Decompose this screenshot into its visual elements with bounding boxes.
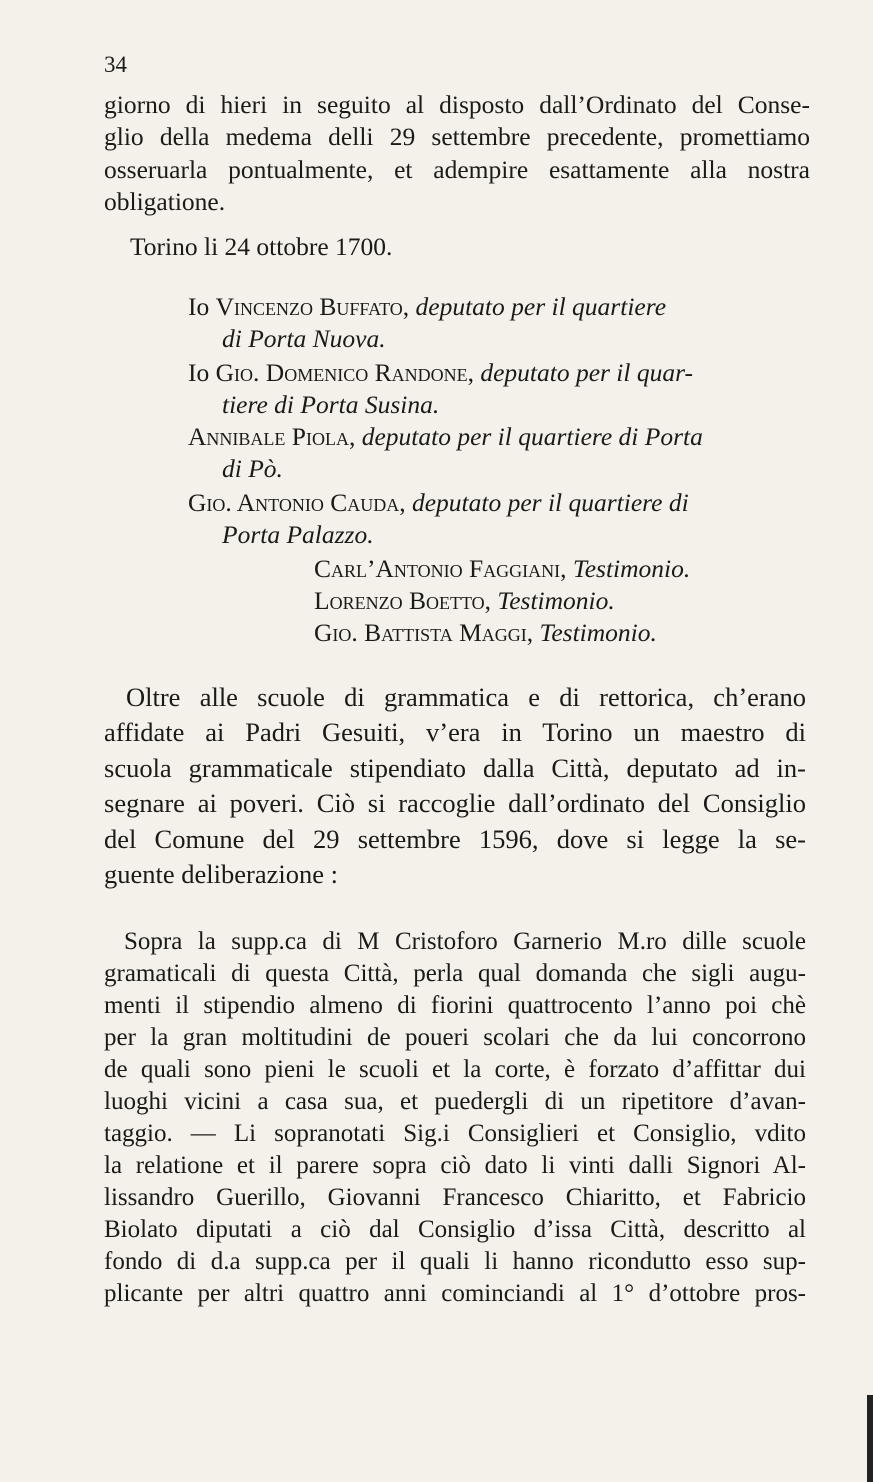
main-para-line: segnare ai poveri. Ciò si raccoglie dall’ordinato del Consiglio — [104, 788, 806, 818]
quote-para-line: la relatione et il parere sopra ciò dato li vinti dalli Signori Al- — [104, 1152, 806, 1179]
closing-para-line: glio della medema delli 29 settembre precedente, promettiamo — [104, 122, 810, 151]
signature-line: tiere di Porta Susina. — [222, 390, 440, 419]
witness-role: Testimonio. — [539, 618, 657, 647]
quote-para-line: plicante per altri quattro anni cominciandi al 1° d’ottobre pros- — [104, 1280, 806, 1307]
witness-role: Testimonio. — [497, 586, 615, 615]
signatory-role: deputato per il quartiere di — [411, 488, 689, 517]
witness-line: Gio. Battista Maggi, Testimonio. — [314, 618, 657, 647]
closing-para-line: giorno di hieri in seguito al disposto dall’Ordinato del Conse- — [104, 90, 810, 119]
quote-para-line: lissandro Guerillo, Giovanni Francesco Chiaritto, et Fabricio — [104, 1184, 806, 1211]
quote-para-line: gramaticali di questa Città, perla qual domanda che sigli augu- — [104, 960, 806, 987]
signatory-name: Annibale Piola — [188, 422, 349, 451]
signature-line: di Porta Nuova. — [222, 324, 386, 353]
witness-name: Carl’Antonio Faggiani — [314, 554, 561, 583]
quote-para-line: Biolato diputati a ciò dal Consiglio d’issa Città, descritto al — [104, 1216, 806, 1243]
witness-role: Testimonio. — [572, 554, 691, 583]
main-para-line: Oltre alle scuole di grammatica e di rettorica, ch’erano — [126, 682, 806, 712]
signature-line: Porta Palazzo. — [222, 520, 374, 549]
witness-line: Lorenzo Boetto, Testimonio. — [314, 586, 615, 615]
page-number: 34 — [104, 52, 127, 77]
signatory-role: deputato per il quartiere di Porta — [361, 422, 703, 451]
signatory-role: deputato per il quar- — [480, 358, 694, 387]
quote-para-line: fondo di d.a supp.ca per il quali li hanno ricondutto esso sup- — [104, 1248, 806, 1275]
closing-para-line: osseruarla pontualmente, et adempire esattamente alla nostra — [104, 155, 810, 184]
signature-line: di Pò. — [222, 454, 283, 483]
dateline: Torino li 24 ottobre 1700. — [130, 232, 393, 261]
quote-para-line: taggio. — Li sopranotati Sig.i Consiglieri et Consiglio, vdito — [104, 1120, 806, 1147]
signatory-name: Vincenzo Buffato — [215, 292, 403, 321]
closing-para-line: obligatione. — [104, 187, 226, 216]
main-para-line: affidate ai Padri Gesuiti, v’era in Torino un maestro di — [104, 717, 806, 747]
signatory-name: Gio. Antonio Cauda — [188, 488, 400, 517]
quote-para-line: per la gran moltitudini de poueri scolari che da lui concorrono — [104, 1024, 806, 1051]
quote-para-line: luoghi vicini a casa sua, et puedergli di un ripetitore d’avan- — [104, 1088, 806, 1115]
main-para-line: scuola grammaticale stipendiato dalla Città, deputato ad in- — [104, 753, 806, 783]
quote-para-line: menti il stipendio almeno di fiorini quattrocento l’anno poi chè — [104, 992, 806, 1019]
signature-line: Annibale Piola, deputato per il quartiere di Porta — [188, 422, 703, 451]
main-para-line: del Comune del 29 settembre 1596, dove si legge la se- — [104, 824, 806, 854]
signature-line: Io Vincenzo Buffato, deputato per il quartiere — [188, 292, 667, 321]
page-edge-shadow — [867, 1395, 873, 1482]
quote-para-line: de quali sono pieni le scuoli et la corte, è forzato d’affittar dui — [104, 1056, 806, 1083]
main-para-line: guente deliberazione : — [104, 859, 338, 889]
signatory-role: deputato per il quartiere — [415, 292, 667, 321]
witness-line: Carl’Antonio Faggiani, Testimonio. — [314, 554, 691, 583]
quote-para-line: Sopra la supp.ca di M Cristoforo Garnerio M.ro dille scuole — [124, 928, 806, 955]
signature-line: Gio. Antonio Cauda, deputato per il quartiere di — [188, 488, 689, 517]
signatory-name: Gio. Domenico Randone — [215, 358, 468, 387]
signature-line: Io Gio. Domenico Randone, deputato per il quar- — [188, 358, 694, 387]
witness-name: Gio. Battista Maggi — [314, 618, 527, 647]
witness-name: Lorenzo Boetto — [314, 586, 485, 615]
